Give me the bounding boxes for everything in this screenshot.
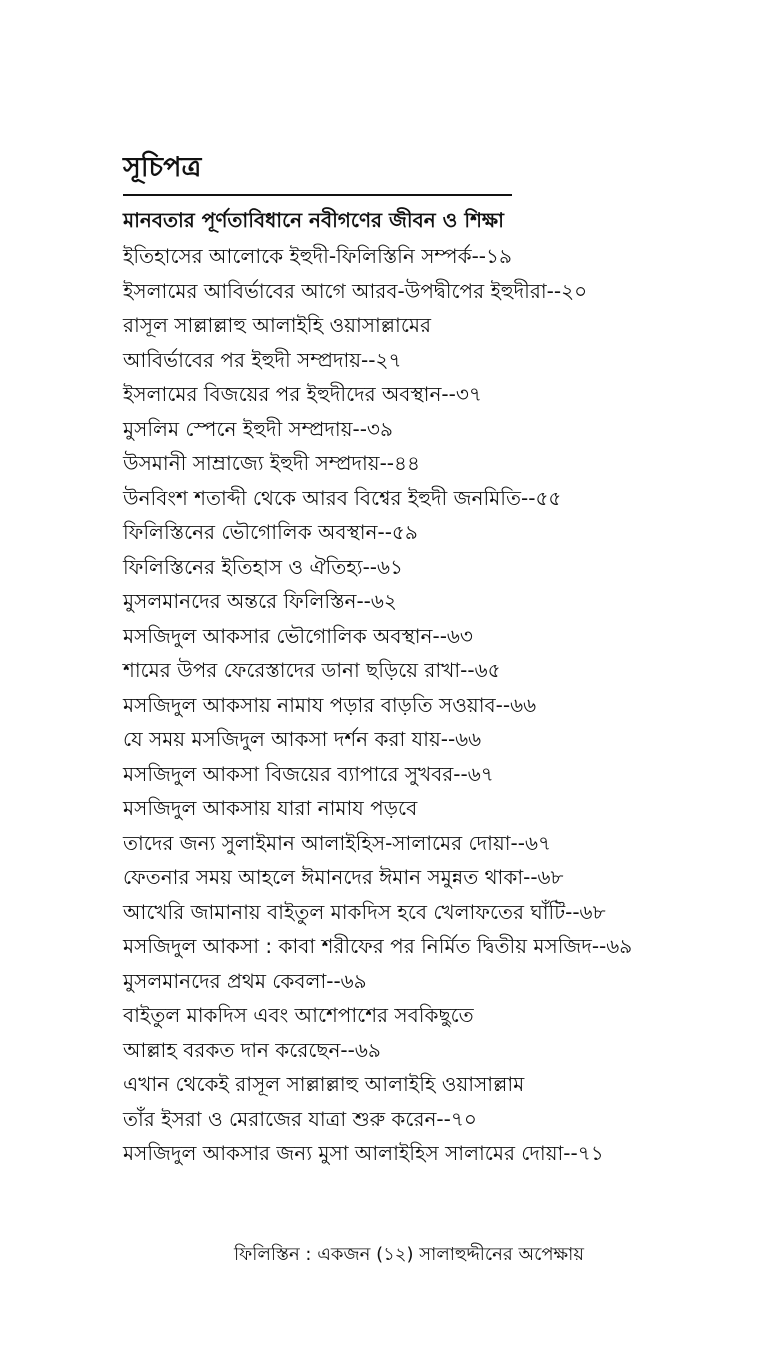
toc-entry: মসজিদুল আকসার জন্য মুসা আলাইহিস সালামের দোয়া--৭১ [123,1141,604,1165]
toc-entry: মসজিদুল আকসার ভৌগোলিক অবস্থান--৬৩ [123,623,473,648]
toc-entry: ইসলামের আবির্ভাবের আগে আরব-উপদ্বীপের ইহুদীরা--২০ [123,278,588,303]
toc-entry: তাদের জন্য সুলাইমান আলাইহিস-সালামের দোয়া--৬৭ [123,830,551,855]
toc-entry: মসজিদুল আকসা বিজয়ের ব্যাপারে সুখবর--৬৭ [123,761,494,786]
toc-entry: উসমানী সাম্রাজ্যে ইহুদী সম্প্রদায়--৪৪ [123,451,420,475]
toc-entry: ইতিহাসের আলোকে ইহুদী-ফিলিস্তিনি সম্পর্ক--১৯ [123,244,512,268]
toc-entry: আবির্ভাবের পর ইহুদী সম্প্রদায়--২৭ [123,347,402,372]
toc-entry: মসজিদুল আকসায় যারা নামায পড়বে [123,796,418,820]
toc-entry: এখান থেকেই রাসূল সাল্লাল্লাহু আলাইহি ওয়াসাল্লাম [123,1072,525,1096]
toc-entry: যে সময় মসজিদুল আকসা দর্শন করা যায়--৬৬ [123,727,482,751]
toc-entry: ফেতনার সময় আহলে ঈমানদের ঈমান সমুন্নত থাকা--৬৮ [123,865,564,889]
toc-entry: শামের উপর ফেরেস্তাদের ডানা ছড়িয়ে রাখা--৬৫ [123,658,501,682]
toc-entry: আল্লাহ বরকত দান করেছেন--৬৯ [123,1037,381,1062]
page-title: সূচিপত্র [123,152,202,183]
toc-entry: তাঁর ইসরা ও মেরাজের যাত্রা শুরু করেন--৭০ [123,1106,477,1131]
toc-entry: মুসলমানদের অন্তরে ফিলিস্তিন--৬২ [123,589,397,613]
toc-entry: রাসূল সাল্লাল্লাহু আলাইহি ওয়াসাল্লামের [123,313,431,337]
toc-entry: আখেরি জামানায় বাইতুল মাকদিস হবে খেলাফতের ঘাঁটি--৬৮ [123,899,606,924]
toc-entry: মুসলমানদের প্রথম কেবলা--৬৯ [123,968,367,993]
toc-entry: মুসলিম স্পেনে ইহুদী সম্প্রদায়--৩৯ [123,416,393,441]
toc-entry: মসজিদুল আকসা : কাবা শরীফের পর নির্মিত দ্বিতীয় মসজিদ--৬৯ [123,934,633,958]
toc-entry: মসজিদুল আকসায় নামায পড়ার বাড়তি সওয়াব--৬৬ [123,692,537,717]
toc-entry: বাইতুল মাকদিস এবং আশেপাশের সবকিছুতে [123,1003,474,1027]
title-underline [123,194,512,196]
toc-section-heading: মানবতার পূর্ণতাবিধানে নবীগণের জীবন ও শিক্ষা [123,208,504,232]
toc-entry: ফিলিস্তিনের ইতিহাস ও ঐতিহ্য--৬১ [123,554,404,579]
toc-entry: ফিলিস্তিনের ভৌগোলিক অবস্থান--৫৯ [123,520,418,544]
table-of-contents [123,201,763,1171]
toc-entry: ইসলামের বিজয়ের পর ইহুদীদের অবস্থান--৩৭ [123,382,482,406]
page-footer: ফিলিস্তিন : একজন (১২) সালাহুদ্দীনের অপেক্ষায় [234,1244,584,1265]
toc-entry: উনবিংশ শতাব্দী থেকে আরব বিশ্বের ইহুদী জনমিতি--৫৫ [123,485,562,510]
